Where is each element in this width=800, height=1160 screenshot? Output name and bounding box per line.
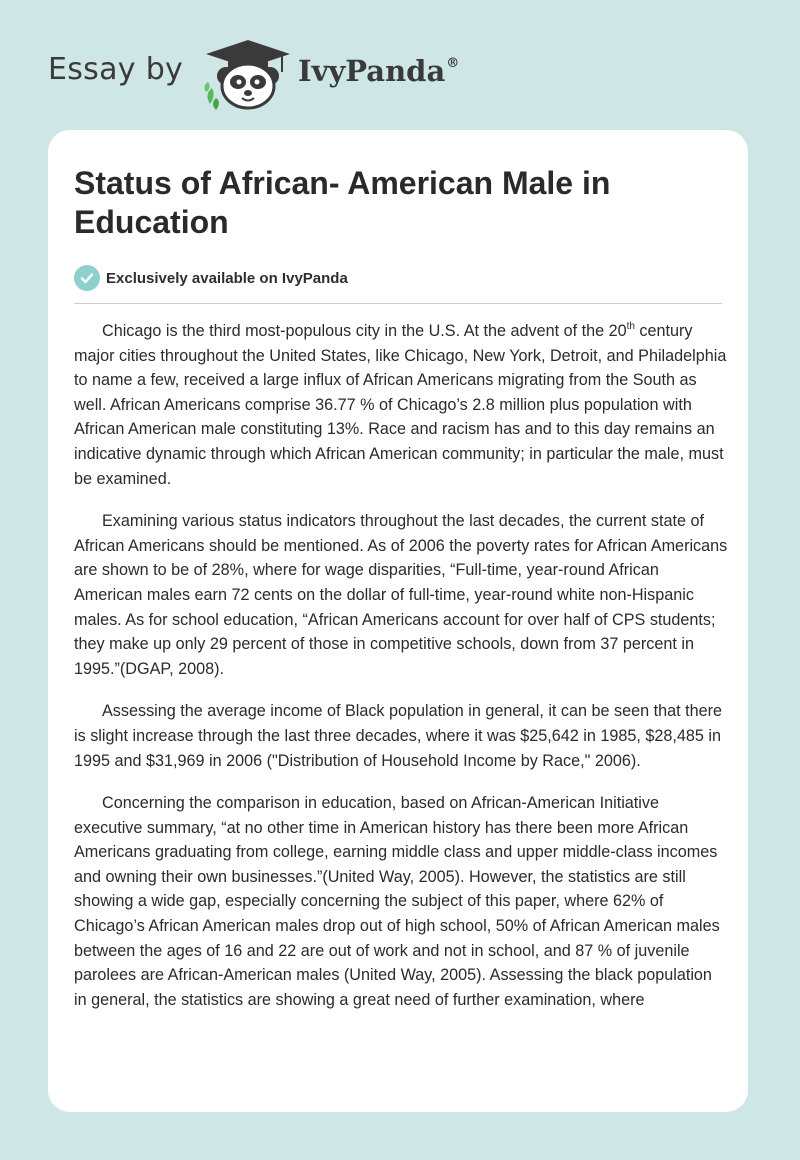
paragraph-4: Concerning the comparison in education, based on African-American Initiative executive summary, “at no other time in American history has there been more African Americans graduating from college, earning middle class and upper middle-class incomes and owning their own businesses.”(United Way, 2005). However, the statistics are still showing a wide gap, especially concerning the subject of this paper, where 62% of Chicago’s African American males drop out of high school, 50% of African American males between the ages of 16 and 22 are out of work and not in school, and 87 % of juvenile parolees are African-American males (United Way, 2005). Assessing the black population in general, the statistics are showing a great need of further examination, where <box>74 794 720 1009</box>
badge-label: Exclusively available on IvyPanda <box>106 269 348 287</box>
paragraph-1: Chicago is the third most-populous city in the U.S. At the advent of the 20th century major cities throughout the United States, like Chicago, New York, Detroit, and Philadelphia to name a few, received a large influx of African Americans migrating from the South as well. African Americans comprise 36.77 % of Chicago’s 2.8 million plus population with African American male constituting 13%. Race and racism has and to this day remains an indicative dynamic through which African American community; in particular the male, must be examined. <box>74 321 727 488</box>
registered-mark: ® <box>446 56 460 71</box>
site-header <box>0 0 800 120</box>
page-title: Status of African- American Male in Education <box>74 165 611 240</box>
paragraph-2: Examining various status indicators throughout the last decades, the current state of African Americans should be mentioned. As of 2006 the poverty rates for African Americans are shown to be of 28%, where for wage disparities, “Full-time, year-round African American males earn 72 cents on the dollar of full-time, year-round white non-Hispanic males. As for school education, “African Americans account for over half of CPS students; they make up only 29 percent of those in competitive schools, down from 37 percent in 1995.”(DGAP, 2008). <box>74 512 728 678</box>
ivypanda-logo-icon[interactable] <box>202 38 294 110</box>
essay-body <box>74 319 728 1030</box>
essay-by-label: Essay by <box>48 52 184 87</box>
brand-name[interactable]: IvyPanda® <box>298 54 460 88</box>
paragraph-3: Assessing the average income of Black population in general, it can be seen that there is slight increase through the last three decades, where it was $25,642 in 1985, $28,485 in 1995 and $31,969 in 2006 ("Distribution of Household Income by Race," 2006). <box>74 702 723 770</box>
essay-card <box>48 130 748 1112</box>
exclusive-badge <box>74 265 348 291</box>
check-icon <box>74 265 100 291</box>
divider <box>74 303 722 304</box>
